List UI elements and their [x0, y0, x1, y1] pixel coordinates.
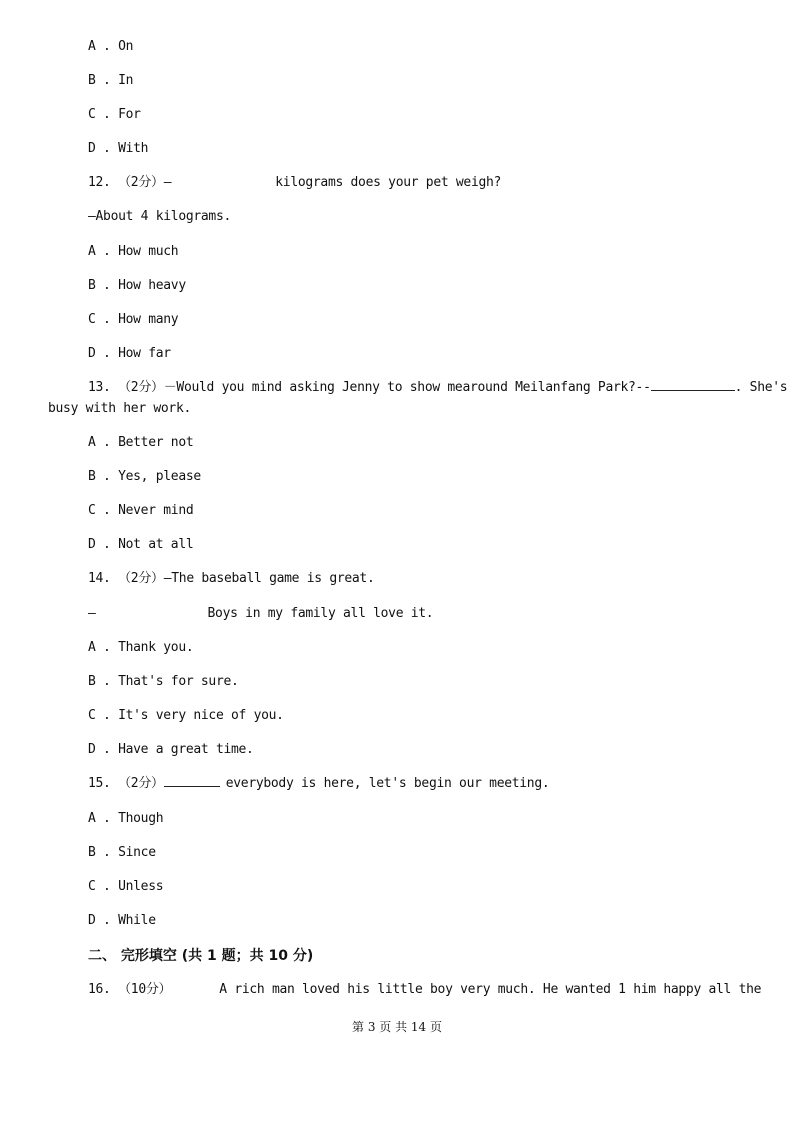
- q12-stem: [88, 174, 501, 192]
- q13-option-d: D . Not at all: [88, 537, 194, 552]
- q15-blank: [164, 775, 220, 787]
- q11-option-d: D . With: [88, 141, 149, 156]
- q16-stem: [88, 981, 761, 999]
- q15-option-a: A . Though: [88, 811, 164, 826]
- q14-reply-prefix: —: [88, 606, 96, 621]
- q11-option-c: C . For: [88, 107, 141, 122]
- q12-prefix: 12. （2分）—: [88, 175, 172, 190]
- q13-prefix: 13. （2分）－Would you mind asking Jenny to show mearound Meilanfang Park?--: [88, 380, 651, 395]
- q14-option-c: C . It's very nice of you.: [88, 708, 284, 723]
- q13-option-b: B . Yes, please: [88, 469, 201, 484]
- q15-option-c: C . Unless: [88, 879, 164, 894]
- q12-reply: —About 4 kilograms.: [88, 209, 232, 224]
- q11-option-a: A . On: [88, 39, 134, 54]
- q13-option-a: A . Better not: [88, 435, 194, 450]
- q12-suffix: kilograms does your pet weigh?: [275, 175, 502, 190]
- q12-option-c: C . How many: [88, 312, 179, 327]
- page-footer: 第 3 页 共 14 页: [352, 1020, 442, 1034]
- q13-continuation: busy with her work.: [48, 401, 192, 416]
- q11-option-b: B . In: [88, 73, 134, 88]
- section-heading-cloze: 二、 完形填空 (共 1 题；共 10 分): [88, 948, 314, 964]
- q14-reply-suffix: Boys in my family all love it.: [207, 606, 434, 621]
- q12-option-d: D . How far: [88, 346, 171, 361]
- q12-option-a: A . How much: [88, 244, 179, 259]
- q15-stem: [88, 775, 549, 793]
- q16-text: A rich man loved his little boy very much. He wanted 1 him happy all the: [219, 982, 762, 997]
- q13-suffix: . She's: [734, 380, 788, 395]
- q15-option-b: B . Since: [88, 845, 156, 860]
- q13-option-c: C . Never mind: [88, 503, 194, 518]
- q14-option-a: A . Thank you.: [88, 640, 194, 655]
- q15-suffix: everybody is here, let's begin our meeting.: [225, 776, 550, 791]
- q15-prefix: 15. （2分）: [88, 776, 164, 791]
- q15-option-d: D . While: [88, 913, 156, 928]
- q16-prefix: 16. （10分）: [88, 982, 172, 997]
- q14-stem: 14. （2分）—The baseball game is great.: [88, 571, 375, 586]
- q12-option-b: B . How heavy: [88, 278, 186, 293]
- q13-blank: [651, 379, 735, 391]
- q14-option-b: B . That's for sure.: [88, 674, 239, 689]
- q14-option-d: D . Have a great time.: [88, 742, 254, 757]
- q14-reply: [88, 605, 433, 623]
- q13-stem: [88, 379, 787, 397]
